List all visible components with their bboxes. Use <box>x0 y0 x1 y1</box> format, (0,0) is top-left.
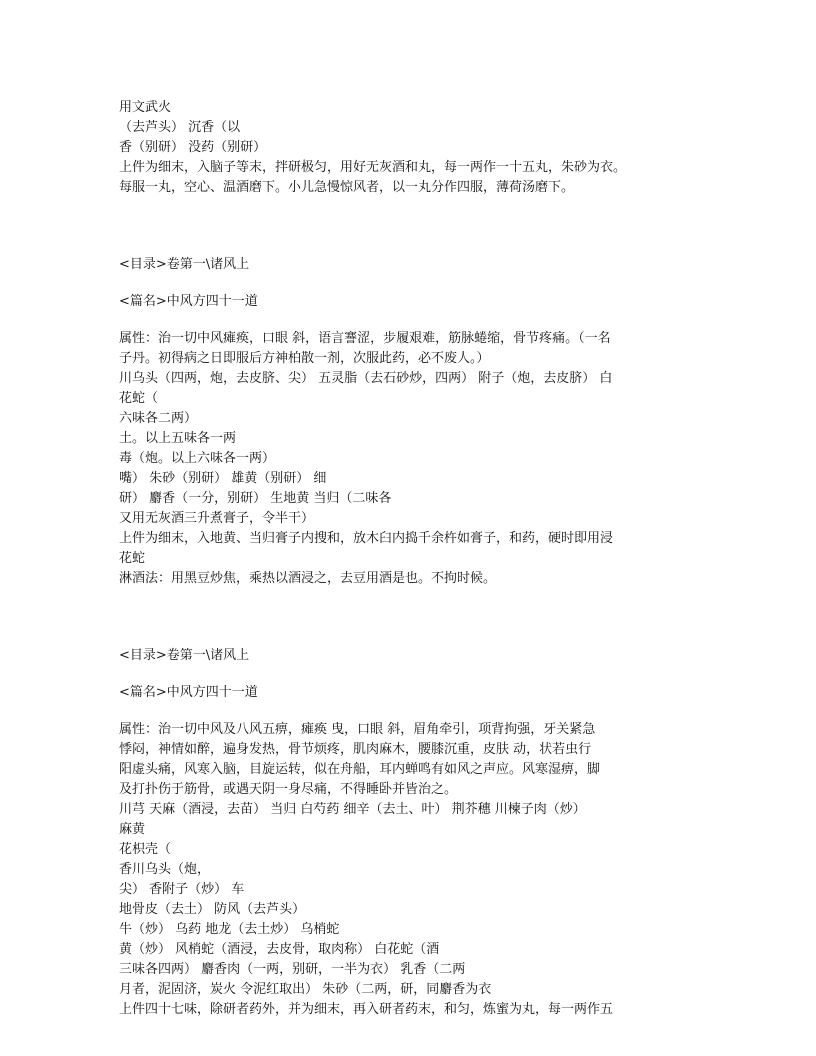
section-spacer <box>119 629 679 646</box>
text-line: 三味各四两） 麝香肉（一两，别研，一半为衣） 乳香（二两 <box>119 962 466 977</box>
section-spacer <box>119 198 679 238</box>
line-spacer <box>119 666 679 683</box>
text-line: 川乌头（四两，炮，去皮脐、尖） 五灵脂（去石砂炒，四两） 附子（炮，去皮脐） 白 <box>119 371 613 386</box>
chapter-title: <篇名>中风方四十一道 <box>119 685 258 700</box>
text-line: 毒（炮。以上六味各一两） <box>119 451 276 466</box>
text-line: 土。以上五味各一两 <box>119 431 237 446</box>
line-spacer <box>119 703 679 720</box>
text-block-1 <box>119 98 679 198</box>
text-line: 花蛇 <box>119 551 146 566</box>
text-line: 研） 麝香（一分，别研） 生地黄 当归（二味各 <box>119 491 392 506</box>
text-line: 麻黄 <box>119 822 146 837</box>
chapter-title: <篇名>中风方四十一道 <box>119 294 258 309</box>
section-spacer <box>119 589 679 629</box>
text-line: 悸闷，神情如醉，遍身发热，骨节烦疼，肌肉麻木，腰膝沉重，皮肤 动，状若虫行 <box>119 742 592 757</box>
text-line: 子丹。初得病之日即服后方神柏散一剂，次服此药，必不废人。） <box>119 351 490 366</box>
text-line: 淋酒法：用黑豆炒焦，乘热以酒浸之，去豆用酒是也。不拘时候。 <box>119 571 497 586</box>
text-line: 嘴） 朱砂（别研） 雄黄（别研） 细 <box>119 471 327 486</box>
text-line: 月者，泥固济，炭火 令泥红取出） 朱砂（二两，研，同麝香为衣 <box>119 982 492 997</box>
document-page <box>119 98 679 1020</box>
text-line: 属性：治一切中风瘫痪，口眼 斜，语言謇涩，步履艰难，筋脉蜷缩，骨节疼痛。（一名 <box>119 331 611 346</box>
text-line: 花枳壳（ <box>119 842 172 857</box>
catalog-heading: <目录>卷第一\诸风上 <box>119 257 250 272</box>
text-line: 上件为细末，入地黄、当归膏子内搜和，放木臼内捣千余杵如膏子，和药，硬时即用浸 <box>119 531 614 546</box>
text-line: 香川乌头（炮， <box>119 862 211 877</box>
text-line: 六味各二两） <box>119 411 198 426</box>
text-line: 牛（炒） 乌药 地龙（去土炒） 乌梢蛇 <box>119 922 340 937</box>
text-line: 黄（炒） 风梢蛇（酒浸，去皮骨，取肉称） 白花蛇（酒 <box>119 942 440 957</box>
text-line: 尖） 香附子（炒） 车 <box>119 882 245 897</box>
text-line: 香（别研） 没药（别研） <box>119 140 267 155</box>
section-spacer <box>119 238 679 255</box>
line-spacer <box>119 312 679 329</box>
text-line: 花蛇（ <box>119 391 159 406</box>
text-line: （去芦头） 沉香（以 <box>119 120 241 135</box>
text-line: 属性：治一切中风及八风五痹，瘫痪 曳，口眼 斜，眉角牵引，项背拘强，牙关紧急 <box>119 722 596 737</box>
catalog-heading: <目录>卷第一\诸风上 <box>119 648 250 663</box>
section-3 <box>119 646 679 1020</box>
line-spacer <box>119 275 679 292</box>
section-2 <box>119 255 679 589</box>
text-line: 上件四十七味，除研者药外，并为细末，再入研者药末，和匀，炼蜜为丸，每一两作五 <box>119 1002 614 1017</box>
text-line: 又用无灰酒三升煮膏子，令半干） <box>119 511 315 526</box>
text-line: 用文武火 <box>119 100 172 115</box>
text-line: 地骨皮（去土） 防风（去芦头） <box>119 902 306 917</box>
text-line: 上件为细末，入脑子等末，拌研极匀，用好无灰酒和丸，每一两作一十五丸，朱砂为衣。 <box>119 160 627 175</box>
text-line: 川芎 天麻（酒浸，去苗） 当归 白芍药 细辛（去土、叶） 荆芥穗 川楝子肉（炒） <box>119 802 586 817</box>
text-line: 及打扑伤于筋骨，或遇天阴一身尽痛，不得睡卧并皆治之。 <box>119 782 458 797</box>
text-line: 每服一丸，空心、温酒磨下。小儿急慢惊风者，以一丸分作四服，薄荷汤磨下。 <box>119 180 575 195</box>
text-line: 阳虚头痛，风寒入脑，目旋运转，似在舟船，耳内蝉鸣有如风之声应。风寒湿痹，脚 <box>119 762 601 777</box>
